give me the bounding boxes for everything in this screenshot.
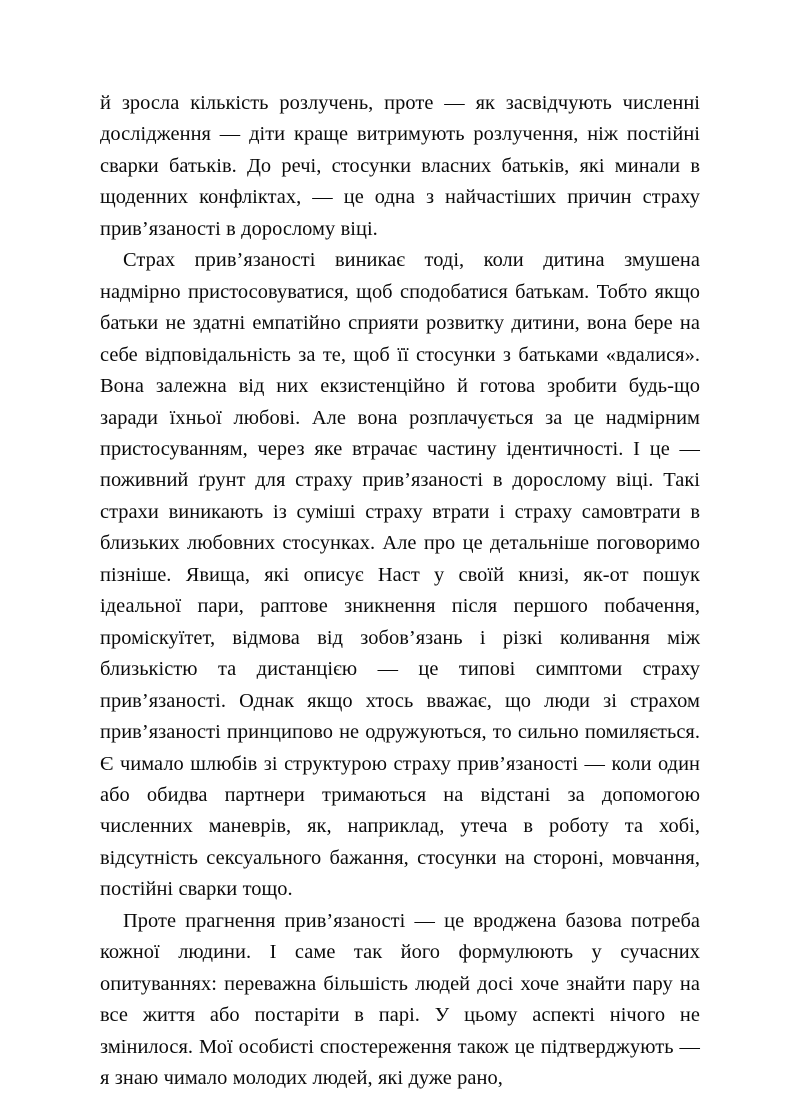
body-text-column — [100, 88, 700, 1095]
body-paragraph: Проте прагнення прив’язаності — це вроджена базова потреба кожної людини. І саме так його формулюють у сучасних опитуваннях: переважна більшість людей досі хоче знайти пару на все життя або постаріти в парі. У цьому аспекті нічого не змінилося. Мої особисті спостереження також це підтверджують — я знаю чимало молодих людей, які дуже рано, — [100, 909, 700, 1090]
body-paragraph: й зросла кількість розлучень, проте — як засвідчують численні дослідження — діти краще витримують розлучення, ніж постійні сварки батьків. До речі, стосунки власних батьків, які минали в щоденних конфліктах, — це одна з найчастіших причин страху прив’язаності в дорослому віці. — [100, 92, 700, 240]
body-paragraph: Страх прив’язаності виникає тоді, коли дитина змушена надмірно пристосовуватися, щоб сподобатися батькам. Тобто якщо батьки не здатні емпатійно сприяти розвитку дитини, вона бере на себе відповідальність за те, щоб її стосунки з батьками «вдалися». Вона залежна від них екзистенційно й готова зробити будь-що заради їхньої любові. Але вона розплачується за це надмірним пристосуванням, через яке втрачає частину ідентичності. І це — поживний ґрунт для страху прив’язаності в дорослому віці. Такі страхи виникають із суміші страху втрати і страху самовтрати в близьких любовних стосунках. Але про це детальніше поговоримо пізніше. Явища, які описує Наст у своїй книзі, як-от пошук ідеальної пари, раптове зникнення після першого побачення, проміскуїтет, відмова від зобов’язань і різкі коливання між близькістю та дистанцією — це типові симптоми страху прив’язаності. Однак якщо хтось вважає, що люди зі страхом прив’язаності принципово не одружуються, то сильно помиляється. Є чимало шлюбів зі структурою страху прив’язаності — коли один або обидва партнери тримаються на відстані за допомогою численних маневрів, як, наприклад, утеча в роботу та хобі, відсутність сексуального бажання, стосунки на стороні, мовчання, постійні сварки тощо. — [100, 249, 700, 901]
